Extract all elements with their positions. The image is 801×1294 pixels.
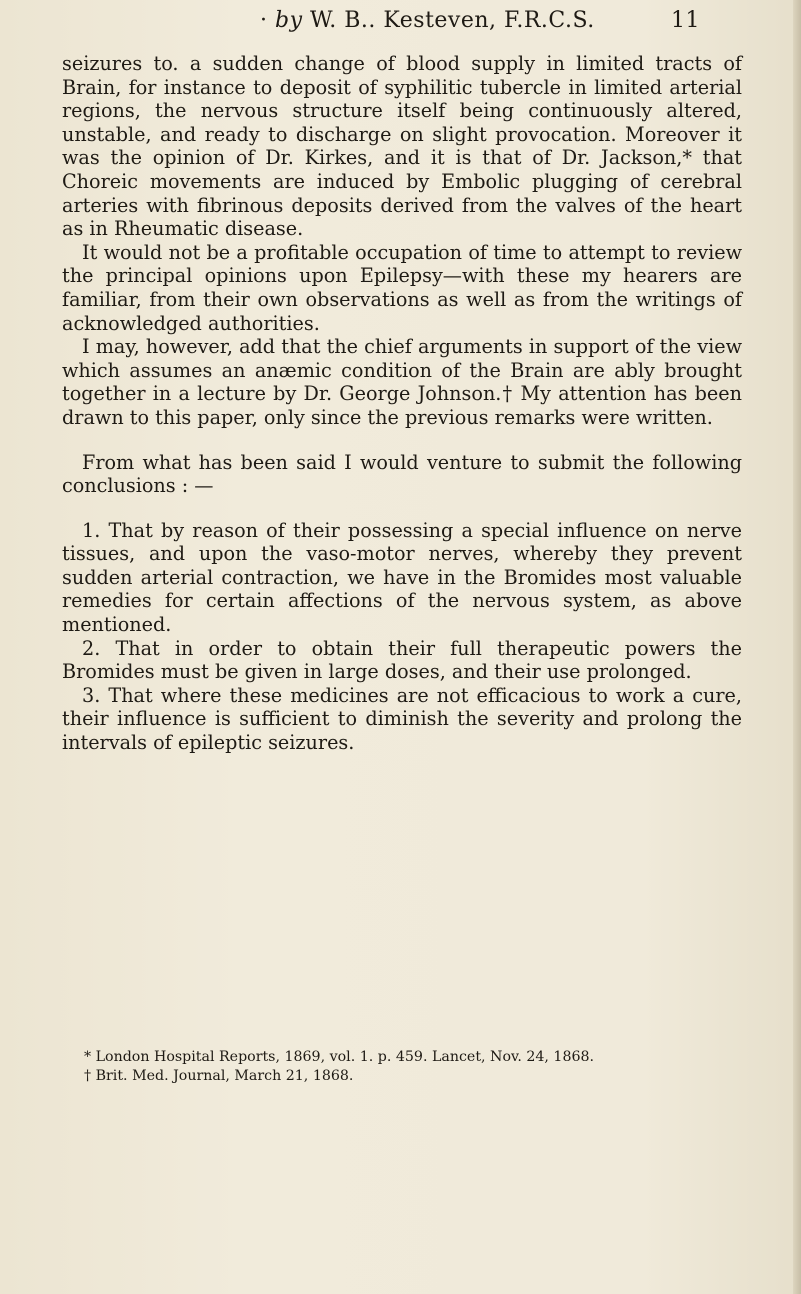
running-head: [260, 2, 700, 42]
running-head-author: W. B.. Kesteven, F.R.C.S.: [310, 8, 595, 33]
footnotes: [62, 1048, 742, 1086]
body-text: [62, 52, 742, 755]
conclusion-2: 2. That in order to obtain their full therapeutic powers the Bromides must be given in large doses, and their use prolonged.: [62, 636, 742, 684]
footnote-dagger: † Brit. Med. Journal, March 21, 1868.: [84, 1068, 354, 1084]
page-edge: [793, 0, 801, 1294]
conclusion-3: 3. That where these medicines are not efficacious to work a cure, their influence is sufficient to diminish the severity and prolong the intervals of epileptic seizures.: [62, 683, 742, 755]
paragraph-johnson: I may, however, add that the chief arguments in support of the view which assumes an anæmic condition of the Brain are ably brought together in a lecture by Dr. George Johnson.† My attention has been drawn to this paper, only since the previous remarks were written.: [62, 335, 742, 429]
paragraph-conclusions-intro: From what has been said I would venture to submit the following conclusions : —: [62, 450, 742, 498]
paragraph-review: It would not be a profitable occupation of time to attempt to review the principal opinions upon Epilepsy—with these my hearers are familiar, from their own observations as well as from the writings of acknowledged authorities.: [62, 240, 742, 335]
running-head-title: · by W. B.. Kesteven, F.R.C.S.: [260, 8, 595, 33]
page-number: 11: [671, 8, 700, 33]
footnote-asterisk: * London Hospital Reports, 1869, vol. 1. p. 459. Lancet, Nov. 24, 1868.: [84, 1049, 595, 1065]
conclusion-1: 1. That by reason of their possessing a special influence on nerve tissues, and upon the vaso-motor nerves, whereby they prevent sudden arterial contraction, we have in the Bromides most valuable remedies for certain affections of the nervous system, as above mentioned.: [62, 518, 742, 637]
running-head-by: by: [275, 8, 303, 33]
paragraph-seizures: seizures to. a sudden change of blood supply in limited tracts of Brain, for instance to deposit of syphilitic tubercle in limited arterial regions, the nervous structure itself being continuously altered, unstable, and ready to discharge on slight provocation. Moreover it was the opinion of Dr. Kirkes, and it is that of Dr. Jackson,* that Choreic movements are induced by Embolic plugging of cerebral arteries with fibrinous deposits derived from the valves of the heart as in Rheumatic disease.: [62, 52, 742, 241]
